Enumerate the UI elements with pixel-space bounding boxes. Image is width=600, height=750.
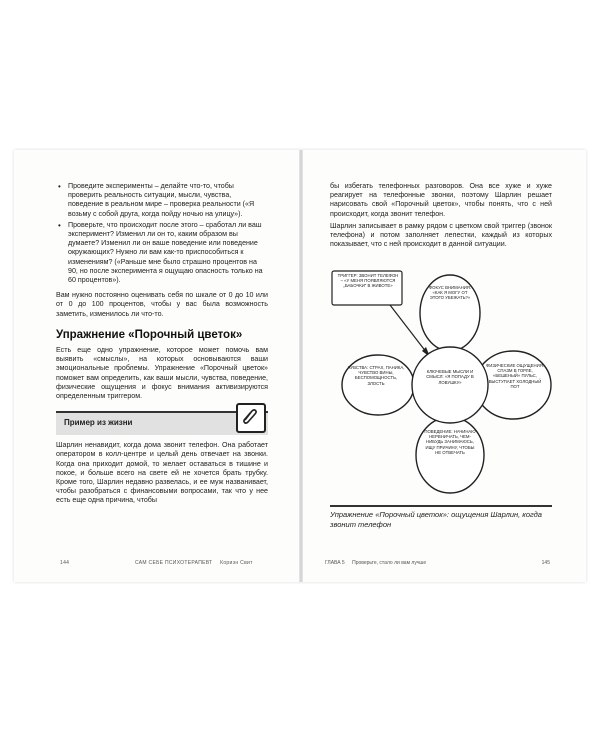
paragraph: Есть еще одно упражнение, которое может помочь вам выявить «смыслы», на которых основываются ваши эмоциональные проблемы. Упражнение «Порочный цветок» поможет вам определить, как ваши мысли, чувства, поведение, физические ощущения и фокус внимания активизируются определенным триггером. <box>56 346 268 401</box>
page-number: 145 <box>541 560 550 566</box>
petal-right-text: ФИЗИЧЕСКИЕ ОЩУЩЕНИЯ: СПАЗМ В ГОРЛЕ, «БЕШЕНЫЙ» ПУЛЬС, ВЫСТУПАЕТ ХОЛОДНЫЙ ПОТ <box>485 363 544 389</box>
paragraph: Вам нужно постоянно оценивать себя по шкале от 0 до 10 или от 0 до 100 процентов, чтобы у вас была возможность заметить, изменилось ли что-то. <box>56 291 268 318</box>
page-number: 144 <box>60 560 70 566</box>
vicious-flower-diagram <box>330 265 555 500</box>
chapter-label: ГЛАВА 5 <box>325 560 345 566</box>
right-footer <box>325 560 550 566</box>
trigger-text: ТРИГГЕР: ЗВОНИТ ТЕЛЕФОН – «У МЕНЯ ПОЯВЛЯЮТСЯ „БАБОЧКИ“ В ЖИВОТЕ» <box>337 273 399 289</box>
bullet-list <box>56 182 268 285</box>
diagram-caption: Упражнение «Порочный цветок»: ощущения Шарлин, когда звонит телефон <box>330 505 552 530</box>
example-box-title: Пример из жизни <box>56 411 268 435</box>
flower-center-text: КЛЮЧЕВЫЕ МЫСЛИ И СМЫСЛ: «Я ПОПАДУ В ЛОВУШКУ» <box>426 369 474 385</box>
example-text: Шарлин ненавидит, когда дома звонит телефон. Она работает оператором в колл-центре и целый день отвечает на звонки. Когда она приходит домой, то желает оставаться в тишине и покое, и больше всего на свете ей не хочется брать трубку. Кроме того, Шарлин недавно развелась, и ее муж названивает, чтобы разобраться с финансовыми вопросами, так что у нее есть еще одна причина, чтобы <box>56 441 268 505</box>
paperclip-icon <box>236 403 266 433</box>
right-page <box>330 182 552 252</box>
book-title: САМ СЕБЕ ПСИХОТЕРАПЕВТ <box>134 560 213 566</box>
example-box <box>56 411 268 505</box>
section-heading: Упражнение «Порочный цветок» <box>56 328 243 341</box>
bullet-item: • Проведите эксперименты – делайте что-то, чтобы проверить реальность ситуации, мысли, чувства, поведение в реальном мире – проверка реальности («Я возьму с собой друга, когда пойду ночью на улицу»). <box>68 182 268 219</box>
petal-top-text: ФОКУС ВНИМАНИЯ: «КАК Я МОГУ ОТ ЭТОГО УБЕЖАТЬ?» <box>428 285 472 301</box>
book-gutter <box>299 150 303 582</box>
author-name: Кориэн Свит <box>220 560 253 566</box>
chapter-title: Проверьте, стало ли вам лучше <box>352 560 427 566</box>
petal-bottom-text: ПОВЕДЕНИЕ: НАЧИНАЮ НЕРВНИЧАТЬ, ЧЕМ-НИБУДЬ ЗАНИМАЮСЬ, ИЩУ ПРИЧИНУ, ЧТОБЫ НЕ ОТВЕЧАТЬ <box>424 429 476 455</box>
left-footer <box>60 560 275 566</box>
left-page <box>56 182 268 509</box>
paragraph: Шарлин записывает в рамку рядом с цветком свой триггер (звонок телефона) и потом заполняет лепестки, каждый из которых показывает, что с ней происходит в данной ситуации. <box>330 221 552 249</box>
bullet-item: • Проверьте, что происходит после этого – сработал ли ваш эксперимент? Изменил ли он то, каким образом вы думаете? Изменил ли он ваше поведение или поведение окружающих? Нужно ли вам как-то приспособиться к изменениям? («Раньше мне было страшно процентов на 90, но после эксперимента я ощущаю опасность только на 60 процентов»). <box>68 221 268 285</box>
petal-left-text: ЧУВСТВА: СТРАХ, ПАНИКА, ЧУВСТВО ВИНЫ, БЕСПОМОЩНОСТЬ, ЗЛОСТЬ <box>347 365 405 386</box>
paragraph: бы избегать телефонных разговоров. Она все хуже и хуже реагирует на телефонные звонки, поэтому Шарлин решает нарисовать свой «Порочный цветок», чтобы понять, что с ней происходит, когда звонит телефон. <box>330 182 552 218</box>
